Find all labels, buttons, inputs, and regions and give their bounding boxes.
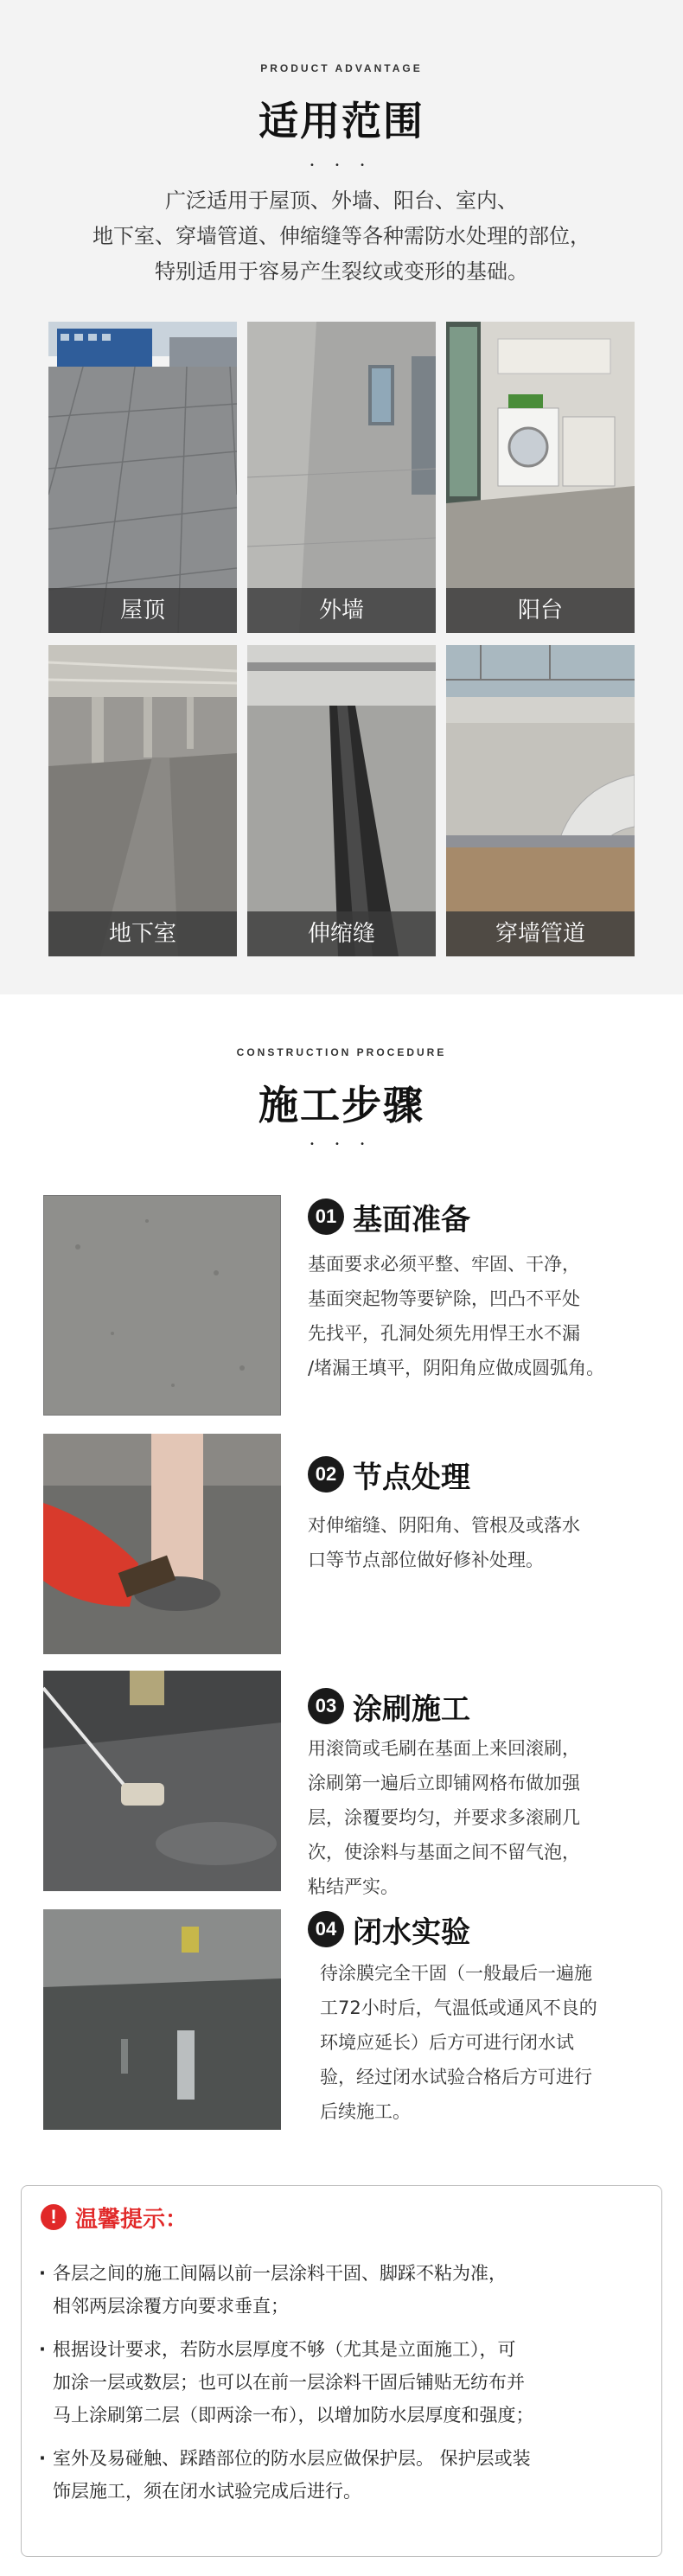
tip-line: 马上涂刷第二层（即两涂一布），以增加防水层厚度和强度； (53, 2405, 534, 2426)
intro-line: 广泛适用于屋顶、外墙、阳台、室内、 (165, 189, 518, 213)
step-1-desc (308, 1247, 662, 1385)
step-number-badge: 04 (308, 1911, 344, 1947)
wall-pipe-photo (446, 645, 635, 956)
tile-expansion-joint (247, 645, 436, 956)
step-3-photo (43, 1671, 281, 1891)
step-1-photo (43, 1195, 281, 1416)
tip-item (39, 2442, 644, 2508)
desc-line: 先找平，孔洞处须先用悍王水不漏 (308, 1323, 580, 1344)
tile-exterior-wall (247, 322, 436, 633)
desc-line: 待涂膜完全干固（一般最后一遍施 (320, 1963, 592, 1984)
step-title: 闭水实验 (353, 1914, 470, 1950)
tile-label: 屋顶 (48, 588, 237, 633)
tile-label: 穿墙管道 (446, 911, 635, 956)
basement-photo (48, 645, 237, 956)
tip-line: · 室外及易碰触、踩踏部位的防水层应做保护层。 保护层或装 (53, 2448, 531, 2469)
desc-line: 对伸缩缝、阴阳角、管根及或落水 (308, 1515, 580, 1536)
step-3-desc (308, 1731, 662, 1904)
tip-line: · 各层之间的施工间隔以前一层涂料干固、脚踩不粘为准， (53, 2263, 507, 2284)
tile-label: 伸缩缝 (247, 911, 436, 956)
procedure-eyebrow: CONSTRUCTION PROCEDURE (236, 1046, 447, 1058)
desc-line: 环境应延长）后方可进行闭水试 (320, 2032, 574, 2053)
roof-photo (48, 322, 237, 633)
step-4-head (308, 1909, 470, 1949)
step-2-head (308, 1454, 470, 1494)
tile-balcony (446, 322, 635, 633)
step-1-head (308, 1197, 470, 1237)
advantage-section (0, 0, 683, 994)
advantage-title: 适用范围 (259, 98, 424, 144)
step-number-badge: 02 (308, 1456, 344, 1493)
tip-line: 相邻两层涂覆方向要求垂直； (53, 2296, 289, 2317)
desc-line: 基面突起物等要铲除，凹凸不平处 (308, 1288, 580, 1309)
warning-icon: ! (41, 2204, 67, 2230)
desc-line: 工72小时后，气温低或通风不良的 (320, 1998, 597, 2018)
exterior-wall-photo (247, 322, 436, 633)
intro-line: 特别适用于容易产生裂纹或变形的基础。 (155, 259, 528, 284)
tip-line: · 根据设计要求，若防水层厚度不够（尤其是立面施工），可 (53, 2339, 516, 2360)
tips-title: 温馨提示： (75, 2206, 188, 2233)
tips-header (41, 2200, 188, 2234)
tile-basement (48, 645, 237, 956)
intro-line: 地下室、穿墙管道、伸缩缝等各种需防水处理的部位， (93, 224, 590, 248)
tile-label: 地下室 (48, 911, 237, 956)
desc-line: 验，经过闭水试验合格后方可进行 (320, 2067, 592, 2087)
desc-line: /堵漏王填平，阴阳角应做成圆弧角。 (308, 1358, 605, 1378)
step-number-badge: 01 (308, 1199, 344, 1235)
step-4-photo (43, 1909, 281, 2130)
step-number-badge: 03 (308, 1688, 344, 1724)
balcony-photo (446, 322, 635, 633)
tile-roof (48, 322, 237, 633)
step-title: 基面准备 (353, 1202, 470, 1237)
tip-line: 饰层施工，须在闭水试验完成后进行。 (53, 2481, 361, 2502)
desc-line: 次，使涂料与基面之间不留气泡， (308, 1842, 580, 1863)
tip-line: 加涂一层或数层；也可以在前一层涂料干固后铺贴无纺布并 (53, 2372, 525, 2393)
procedure-dots: • • • (309, 1140, 374, 1149)
tips-box (21, 2185, 662, 2557)
step-title: 节点处理 (353, 1460, 470, 1495)
tile-label: 阳台 (446, 588, 635, 633)
desc-line: 粘结严实。 (308, 1876, 399, 1897)
desc-line: 基面要求必须平整、牢固、干净， (308, 1254, 580, 1275)
step-3-head (308, 1686, 470, 1726)
advantage-intro (35, 183, 648, 290)
desc-line: 用滚筒或毛刷在基面上来回滚刷， (308, 1738, 580, 1759)
tile-wall-pipe (446, 645, 635, 956)
advantage-dots: • • • (309, 161, 374, 170)
expansion-joint-photo (247, 645, 436, 956)
desc-line: 口等节点部位做好修补处理。 (308, 1550, 544, 1570)
advantage-eyebrow: PRODUCT ADVANTAGE (260, 62, 423, 74)
tip-item (39, 2333, 644, 2432)
step-2-desc (308, 1508, 662, 1577)
step-title: 涂刷施工 (353, 1691, 470, 1727)
procedure-title: 施工步骤 (259, 1082, 424, 1128)
desc-line: 层，涂覆要均匀，并要求多滚刷几 (308, 1807, 580, 1828)
tile-label: 外墙 (247, 588, 436, 633)
desc-line: 后续施工。 (320, 2101, 411, 2122)
tip-item (39, 2257, 644, 2323)
step-4-desc (320, 1956, 666, 2129)
step-2-photo (43, 1434, 281, 1654)
desc-line: 涂刷第一遍后立即铺网格布做加强 (308, 1773, 580, 1793)
